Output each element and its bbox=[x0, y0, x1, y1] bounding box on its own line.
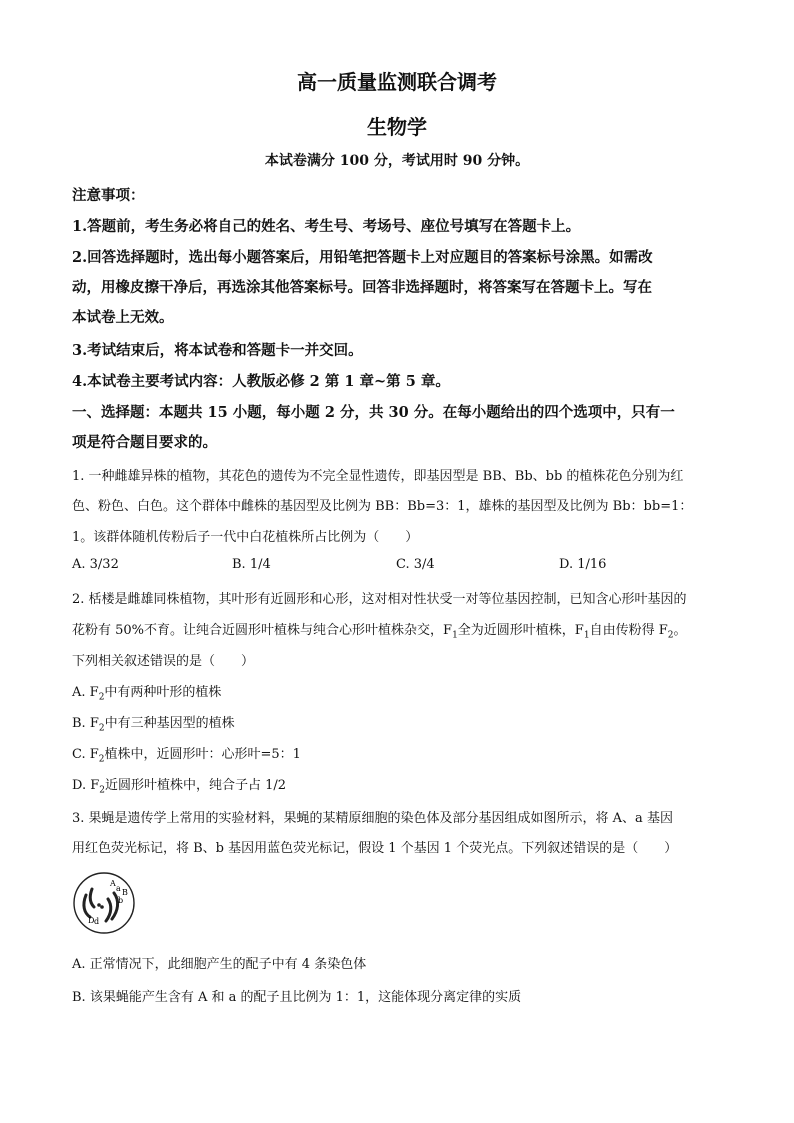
gene-label-a: a bbox=[116, 884, 121, 893]
q3-line-1: 3. 果蝇是遗传学上常用的实验材料，果蝇的某精原细胞的染色体及部分基因组成如图所示，将 A、a 基因 bbox=[72, 811, 673, 826]
q2-line-2: 花粉有 50%不育。让纯合近圆形叶植株与纯合心形叶植株杂交，$F_1$全为近圆形叶植株，$F_1$自由传粉得 $F_2$。 bbox=[72, 623, 687, 641]
notice-item-2-line-1: 2.回答选择题时，选出每小题答案后，用铅笔把答题卡上对应题目的答案标号涂黑。如需改 bbox=[72, 249, 653, 266]
notice-item-4: 4.本试卷主要考试内容：人教版必修 2 第 1 章~第 5 章。 bbox=[72, 373, 450, 390]
q1-option-c: C. 3/4 bbox=[396, 557, 435, 572]
chromosome-2 bbox=[90, 889, 94, 907]
notice-item-1: 1.答题前，考生务必将自己的姓名、考生号、考场号、座位号填写在答题卡上。 bbox=[72, 218, 581, 235]
section-1-line-1: 一、选择题：本题共 15 小题，每小题 2 分，共 30 分。在每小题给出的四个选项中，只有一 bbox=[72, 404, 675, 421]
notice-item-3: 3.考试结束后，将本试卷和答题卡一并交回。 bbox=[72, 342, 363, 359]
q1-option-b: B. 1/4 bbox=[232, 557, 271, 572]
q2-option-a: A. $F_2$中有两种叶形的植株 bbox=[72, 685, 222, 703]
notice-item-2-line-2: 动，用橡皮擦干净后，再选涂其他答案标号。回答非选择题时，将答案写在答题卡上。写在 bbox=[72, 279, 652, 296]
q1-line-2: 色、粉色、白色。这个群体中雌株的基因型及比例为 BB：Bb=3：1，雄株的基因型及比例为 Bb：bb=1： bbox=[72, 499, 693, 514]
q1-option-d: D. 1/16 bbox=[559, 557, 607, 572]
section-1-line-2: 项是符合题目要求的。 bbox=[72, 434, 217, 451]
q2-option-c: C. $F_2$植株中，近圆形叶：心形叶=5：1 bbox=[72, 747, 301, 765]
q3-line-2: 用红色荧光标记，将 B、b 基因用蓝色荧光标记，假设 1 个基因 1 个荧光点。下列叙述错误的是（ ） bbox=[72, 841, 678, 856]
chromosome-3 bbox=[112, 893, 118, 919]
notice-heading: 注意事项： bbox=[72, 187, 145, 204]
gene-label-b: b bbox=[118, 896, 124, 905]
q2-line-3: 下列相关叙述错误的是（ ） bbox=[72, 654, 255, 669]
notice-item-2-line-3: 本试卷上无效。 bbox=[72, 309, 174, 326]
q1-line-1: 1. 一种雌雄异株的植物，其花色的遗传为不完全显性遗传，即基因型是 BB、Bb、bb 的植株花色分别为红 bbox=[72, 469, 684, 484]
chromosome-4 bbox=[106, 899, 111, 921]
q2-option-b: B. $F_2$中有三种基因型的植株 bbox=[72, 716, 235, 734]
q3-option-b: B. 该果蝇能产生含有 A 和 a 的配子且比例为 1：1，这能体现分离定律的实质 bbox=[72, 990, 522, 1005]
exam-title: 高一质量监测联合调考 bbox=[297, 70, 497, 94]
q2-line-1: 2. 栝楼是雌雄同株植物，其叶形有近圆形和心形，这对相对性状受一对等位基因控制，已知含心形叶基因的 bbox=[72, 592, 687, 607]
gene-label-D: D bbox=[88, 916, 95, 925]
cell-chromosome-figure bbox=[72, 871, 136, 935]
gene-label-A: A bbox=[110, 879, 116, 888]
subject-title: 生物学 bbox=[367, 115, 427, 139]
chromosome-6 bbox=[100, 905, 104, 909]
gene-label-d: d bbox=[94, 917, 100, 926]
q1-line-3: 1。该群体随机传粉后子一代中白花植株所占比例为（ ） bbox=[72, 530, 419, 545]
exam-info: 本试卷满分 100 分，考试用时 90 分钟。 bbox=[264, 153, 530, 169]
q3-option-a: A. 正常情况下，此细胞产生的配子中有 4 条染色体 bbox=[72, 957, 367, 972]
q1-option-a: A. 3/32 bbox=[72, 557, 119, 572]
q2-option-d: D. $F_2$近圆形叶植株中，纯合子占 1/2 bbox=[72, 778, 287, 796]
gene-label-B: B bbox=[122, 888, 128, 897]
chromosome-5 bbox=[97, 903, 101, 907]
